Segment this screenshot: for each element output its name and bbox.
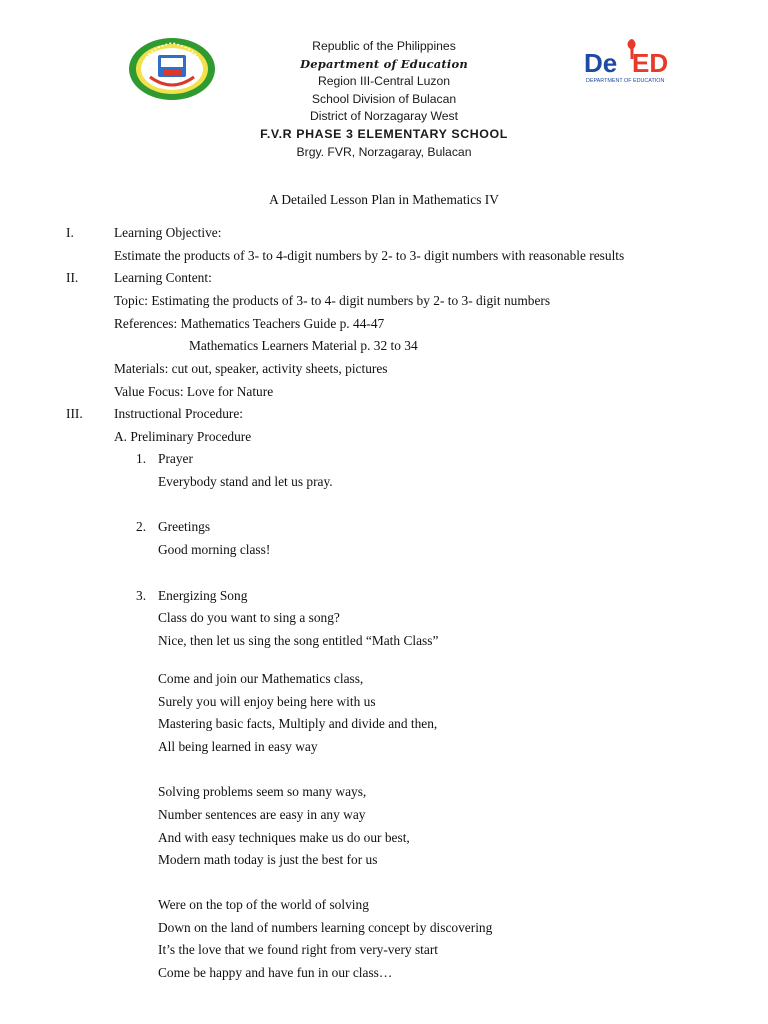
subsection-heading: A. Preliminary Procedure — [114, 429, 252, 444]
list-item-title: Greetings — [158, 519, 211, 534]
song-line: Modern math today is just the best for us — [158, 852, 378, 867]
objective-text: Estimate the products of 3- to 4-digit numbers by 2- to 3- digit numbers with reasonable results — [114, 248, 625, 263]
list-item-number: 2. — [136, 519, 147, 534]
list-item-text: Class do you want to sing a song? — [158, 610, 340, 625]
deped-logo-icon — [582, 36, 686, 88]
logo-text-sub: DEPARTMENT OF EDUCATION — [586, 78, 665, 84]
logo-text-main: De — [584, 48, 618, 78]
section-number: III. — [66, 406, 83, 421]
country-line: Republic of the Philippines — [312, 39, 456, 53]
song-line: Down on the land of numbers learning concept by discovering — [158, 920, 493, 935]
section-number: I. — [66, 225, 74, 240]
document-title: A Detailed Lesson Plan in Mathematics IV — [269, 192, 499, 207]
list-item-text: Everybody stand and let us pray. — [158, 474, 333, 489]
list-item-number: 1. — [136, 451, 147, 466]
division-line: School Division of Bulacan — [311, 91, 457, 106]
section-heading: Learning Objective: — [114, 225, 222, 240]
song-line: And with easy techniques make us do our best, — [158, 830, 410, 845]
section-heading: Learning Content: — [114, 270, 212, 285]
department-line: Department of Education — [300, 56, 468, 71]
song-line: Were on the top of the world of solving — [158, 897, 369, 912]
references-line-2: Mathematics Learners Material p. 32 to 34 — [189, 338, 418, 353]
song-line: Come be happy and have fun in our class… — [158, 965, 393, 980]
song-line: Surely you will enjoy being here with us — [158, 694, 376, 709]
district-line: District of Norzagaray West — [309, 109, 459, 124]
region-line: Region III-Central Luzon — [317, 74, 451, 89]
song-line: Number sentences are easy in any way — [158, 807, 366, 822]
list-item-title: Energizing Song — [158, 588, 248, 603]
song-line: Solving problems seem so many ways, — [158, 784, 367, 799]
section-number: II. — [66, 270, 79, 285]
song-line: Mastering basic facts, Multiply and divide and then, — [158, 716, 438, 731]
letterhead — [200, 38, 568, 161]
song-line: It’s the love that we found right from very-very start — [158, 942, 439, 957]
list-item-text: Nice, then let us sing the song entitled “Math Class” — [158, 633, 439, 648]
song-line: Come and join our Mathematics class, — [158, 671, 364, 686]
list-item-title: Prayer — [158, 451, 193, 466]
materials-line: Materials: cut out, speaker, activity sheets, pictures — [114, 361, 388, 376]
school-address: Brgy. FVR, Norzagaray, Bulacan — [296, 144, 472, 159]
list-item-number: 3. — [136, 588, 147, 603]
topic-line: Topic: Estimating the products of 3- to 4- digit numbers by 2- to 3- digit numbers — [114, 293, 551, 308]
song-line: All being learned in easy way — [158, 739, 318, 754]
value-focus-line: Value Focus: Love for Nature — [114, 384, 274, 399]
list-item-text: Good morning class! — [158, 542, 271, 557]
section-heading: Instructional Procedure: — [114, 406, 244, 421]
svg-text:ED: ED — [632, 48, 669, 78]
school-name: F.V.R PHASE 3 ELEMENTARY SCHOOL — [260, 126, 508, 141]
references-line: References: Mathematics Teachers Guide p. 44-47 — [114, 316, 385, 331]
